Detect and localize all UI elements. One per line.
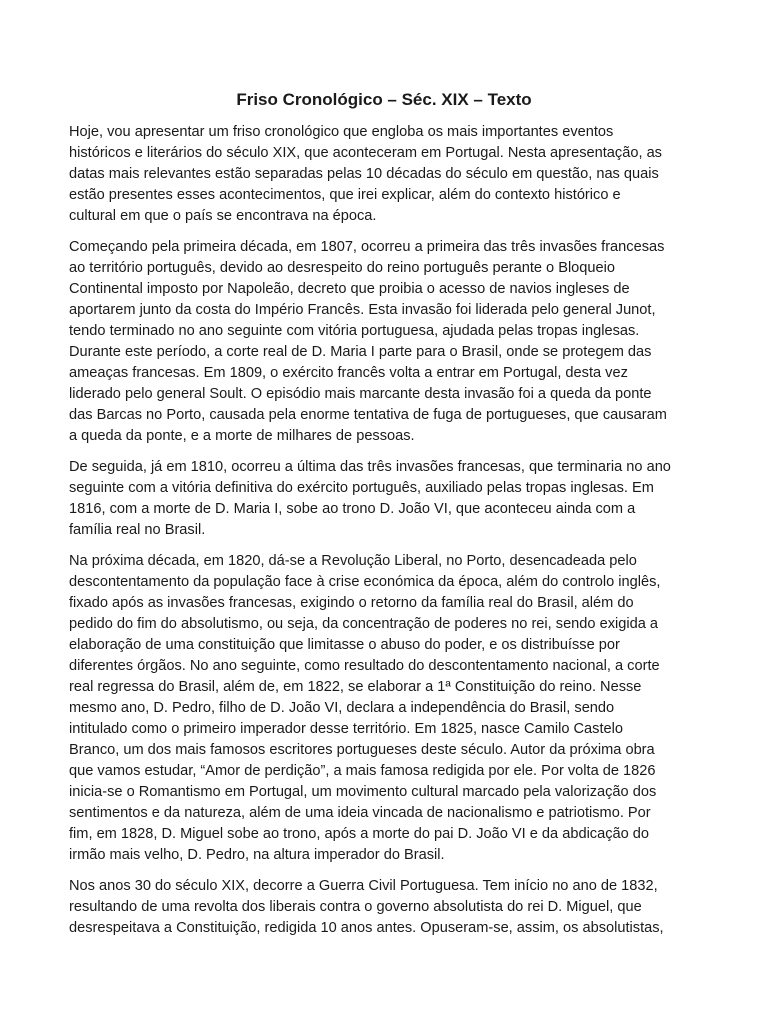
text-line: diferentes órgãos. No ano seguinte, como resultado do descontentamento nacional, a corte [69, 658, 660, 674]
text-line: aportarem junto da costa do Império Francês. Esta invasão foi liderada pelo general Junot, [69, 302, 656, 318]
text-line: estão presentes esses acontecimentos, que irei explicar, além do contexto histórico e [69, 187, 621, 203]
text-line: 1816, com a morte de D. Maria I, sobe ao trono D. João VI, que aconteceu ainda com a [69, 501, 636, 517]
text-line: das Barcas no Porto, causada pela enorme tentativa de fuga de portugueses, que causaram [69, 407, 667, 423]
text-line: elaboração de uma constituição que limitasse o abuso do poder, e os distribuísse por [69, 637, 620, 653]
text-line: sentimentos e da natureza, além de uma ideia vincada de nacionalismo e patriotismo. Por [69, 805, 651, 821]
text-line: Durante este período, a corte real de D. Maria I parte para o Brasil, onde se protegem das [69, 344, 652, 360]
text-line: De seguida, já em 1810, ocorreu a última das três invasões francesas, que terminaria no ano [69, 459, 671, 475]
text-line: família real no Brasil. [69, 522, 206, 538]
text-line: real regressa do Brasil, além de, em 1822, se elaborar a 1ª Constituição do reino. Nesse [69, 679, 642, 695]
text-line: Continental imposto por Napoleão, decreto que proibia o acesso de navios ingleses de [69, 281, 630, 297]
paragraph [69, 457, 709, 541]
text-line: ao território português, devido ao desrespeito do reino português perante o Bloqueio [69, 260, 616, 276]
text-line: ameaças francesas. Em 1809, o exército francês volta a entrar em Portugal, desta vez [69, 365, 628, 381]
text-line: fixado após as invasões francesas, exigindo o retorno da família real do Brasil, além do [69, 595, 634, 611]
paragraph [69, 876, 709, 939]
text-line: Nos anos 30 do século XIX, decorre a Guerra Civil Portuguesa. Tem início no ano de 1832, [69, 878, 658, 894]
text-line: históricos e literários do século XIX, que aconteceram em Portugal. Nesta apresentação, as [69, 145, 662, 161]
text-line: Na próxima década, em 1820, dá-se a Revolução Liberal, no Porto, desencadeada pelo [69, 553, 637, 569]
paragraph [69, 237, 709, 447]
text-line: Começando pela primeira década, em 1807, ocorreu a primeira das três invasões francesas [69, 239, 665, 255]
text-line: que vamos estudar, “Amor de perdição”, a mais famosa redigida por ele. Por volta de 1826 [69, 763, 656, 779]
text-line: datas mais relevantes estão separadas pelas 10 décadas do século em questão, nas quais [69, 166, 659, 182]
text-line: liderado pelo general Soult. O episódio mais marcante desta invasão foi a queda da ponte [69, 386, 652, 402]
text-line: inicia-se o Romantismo em Portugal, um movimento cultural marcado pela valorização dos [69, 784, 657, 800]
document-body [69, 122, 709, 949]
text-line: desrespeitava a Constituição, redigida 10 anos antes. Opuseram-se, assim, os absolutistas, [69, 920, 664, 936]
text-line: cultural em que o país se encontrava na época. [69, 208, 377, 224]
text-line: intitulado como o primeiro imperador desse território. Em 1825, nasce Camilo Castelo [69, 721, 623, 737]
text-line: seguinte com a vitória definitiva do exército português, auxiliado pelas tropas inglesas. Em [69, 480, 654, 496]
text-line: descontentamento da população face à crise económica da época, além do controlo inglês, [69, 574, 661, 590]
text-line: irmão mais velho, D. Pedro, na altura imperador do Brasil. [69, 847, 445, 863]
paragraph [69, 551, 709, 866]
paragraph [69, 122, 709, 227]
document-title: Friso Cronológico – Séc. XIX – Texto [236, 90, 532, 109]
text-line: resultando de uma revolta dos liberais contra o governo absolutista do rei D. Miguel, que [69, 899, 642, 915]
text-line: pedido do fim do absolutismo, ou seja, da concentração de poderes no rei, sendo exigida a [69, 616, 659, 632]
text-line: Branco, um dos mais famosos escritores portugueses deste século. Autor da próxima obra [69, 742, 655, 758]
text-line: a queda da ponte, e a morte de milhares de pessoas. [69, 428, 415, 444]
text-line: mesmo ano, D. Pedro, filho de D. João VI, declara a independência do Brasil, sendo [69, 700, 615, 716]
text-line: fim, em 1828, D. Miguel sobe ao trono, após a morte do pai D. João VI e da abdicação do [69, 826, 650, 842]
text-line: Hoje, vou apresentar um friso cronológico que engloba os mais importantes eventos [69, 124, 614, 140]
text-line: tendo terminado no ano seguinte com vitória portuguesa, ajudada pelas tropas inglesas. [69, 323, 640, 339]
